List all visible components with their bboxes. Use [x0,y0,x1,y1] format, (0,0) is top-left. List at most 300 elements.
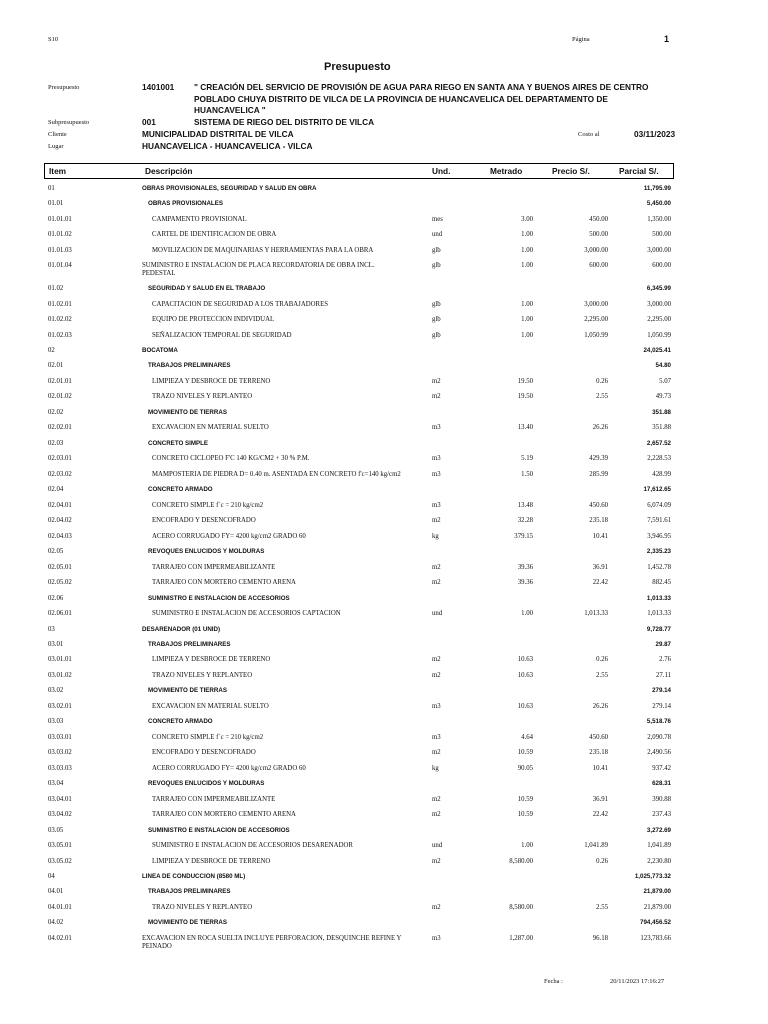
item-precio: 3,000.00 [584,300,608,308]
item-precio: 2.55 [596,393,608,400]
lugar-label: Lugar [48,143,64,150]
table-row [0,360,768,376]
item-metrado: 13.48 [517,501,533,509]
item-description: CAMPAMENTO PROVISIONAL [152,215,247,223]
item-code: 03 [48,625,55,633]
item-metrado: 1.00 [521,316,533,323]
item-parcial: 279.14 [652,687,671,694]
table-row [0,198,768,214]
item-code: 02 [48,347,55,354]
item-precio: 3,000.00 [584,246,608,254]
item-code: 03.05.02 [48,857,72,865]
table-row [0,469,768,485]
col-precio: Precio S/. [552,166,590,176]
item-description: TRABAJOS PRELIMINARES [148,640,231,648]
item-description: SUMINISTRO E INSTALACION DE ACCESORIOS DESARENADOR [152,842,353,849]
item-metrado: 19.50 [517,377,533,385]
item-parcial: 2,230.80 [647,857,671,865]
item-description: MOVIMIENTO DE TIERRAS [148,408,227,416]
item-metrado: 10.59 [517,795,533,803]
item-unit: m2 [432,656,441,663]
item-description: ACERO CORRUGADO FY= 4200 kg/cm2 GRADO 60 [152,764,306,772]
item-precio: 235.18 [589,749,608,756]
table-row [0,453,768,469]
item-unit: und [432,610,443,617]
item-unit: und [432,231,443,238]
item-precio: 0.26 [596,377,608,385]
item-precio: 1,013.33 [584,610,608,617]
table-row [0,654,768,670]
table-row [0,902,768,918]
item-precio: 36.91 [592,795,608,803]
item-parcial: 1,013.33 [647,610,671,617]
item-description: SUMINISTRO E INSTALACION DE ACCESORIOS CAPTACION [152,610,341,617]
costo-label: Costo al [578,131,600,138]
table-row [0,608,768,624]
item-metrado: 10.59 [517,749,533,756]
item-unit: m2 [432,579,441,586]
item-metrado: 1.00 [521,300,533,308]
item-precio: 2,295.00 [584,316,608,323]
item-parcial: 628.31 [652,780,671,787]
item-code: 03.04.02 [48,811,72,818]
item-code: 02.04.03 [48,532,72,540]
item-metrado: 8,580.00 [509,903,533,911]
col-descripcion: Descripción [145,166,193,176]
item-description: BOCATOMA [142,347,178,354]
item-description: TRAZO NIVELES Y REPLANTEO [152,903,253,911]
item-code: 03.01.02 [48,671,72,679]
item-metrado: 10.63 [517,702,533,710]
col-metrado: Metrado [490,166,523,176]
table-row [0,593,768,609]
item-precio: 450.60 [589,501,608,509]
item-unit: glb [432,246,441,254]
item-parcial: 3,272.69 [646,826,671,834]
item-description: TRABAJOS PRELIMINARES [148,362,231,369]
item-precio: 26.26 [592,702,608,710]
item-description: SUMINISTRO E INSTALACION DE ACCESORIOS [148,826,290,834]
item-code: 03.01 [48,640,64,648]
software-code: S10 [48,36,59,43]
item-description: SUMINISTRO E INSTALACION DE ACCESORIOS [148,594,290,602]
item-parcial: 600.00 [652,262,671,269]
item-code: 02.05.01 [48,563,72,571]
item-unit: m2 [432,563,441,571]
item-code: 04.01 [48,888,64,895]
item-parcial: 390.88 [652,795,671,803]
item-description: MOVILIZACION DE MAQUINARIAS Y HERRAMIENTAS PARA LA OBRA [152,246,374,254]
item-precio: 2.55 [596,903,608,911]
item-description: LINEA DE CONDUCCION (8580 ML) [142,873,246,880]
item-parcial: 54.80 [655,362,671,369]
item-metrado: 4.64 [521,733,533,741]
costo-date: 03/11/2023 [634,129,676,139]
item-description: OBRAS PROVISIONALES, SEGURIDAD Y SALUD EN OBRA [142,185,317,192]
item-description: TARRAJEO CON MORTERO CEMENTO ARENA [152,579,296,586]
item-precio: 1,041.89 [584,842,608,849]
item-code: 02.03.01 [48,455,72,462]
item-metrado: 10.59 [517,811,533,818]
table-row [0,825,768,841]
item-description: CONCRETO ARMADO [148,718,213,725]
item-parcial: 351.88 [652,424,671,431]
item-code: 03.04 [48,780,64,787]
item-parcial: 1,041.89 [647,842,671,849]
item-precio: 0.26 [596,656,608,663]
item-code: 01 [48,185,55,192]
item-parcial: 2,335.23 [646,548,671,555]
item-code: 03.05 [48,826,64,834]
item-parcial: 500.00 [652,231,671,238]
item-parcial: 882.45 [652,579,671,586]
item-code: 03.03.02 [48,749,72,756]
item-metrado: 1.00 [521,610,533,617]
item-metrado: 10.63 [517,671,533,679]
item-precio: 10.41 [592,764,608,772]
item-parcial: 6,074.09 [647,501,671,509]
col-parcial: Parcial S/. [619,166,659,176]
presupuesto-code: 1401001 [142,82,175,92]
item-code: 01.02.02 [48,316,72,323]
item-precio: 2.55 [596,671,608,679]
item-metrado: 1.00 [521,331,533,339]
item-parcial: 2,090.78 [647,733,671,741]
item-description: CONCRETO SIMPLE f´c = 210 kg/cm2 [152,733,264,741]
item-parcial: 279.14 [652,702,671,710]
item-description: CONCRETO SIMPLE [148,439,209,447]
item-unit: m3 [432,501,441,509]
item-description: CAPACITACION DE SEGURIDAD A LOS TRABAJADORES [152,300,329,308]
item-parcial: 6,345.99 [646,285,671,292]
subpresupuesto-code: 001 [142,117,156,127]
item-code: 02.01 [48,362,64,369]
item-parcial: 1,025,773.32 [634,873,671,880]
item-description: REVOQUES ENLUCIDOS Y MOLDURAS [148,548,265,555]
fecha-value: 20/11/2023 17:16:27 [610,978,665,985]
item-parcial: 5,450.00 [646,200,671,207]
item-parcial: 1,050.99 [647,331,671,339]
item-metrado: 1.00 [521,262,533,269]
item-unit: m3 [432,934,441,942]
item-code: 01.01 [48,200,64,207]
table-row [0,840,768,856]
item-parcial: 27.11 [655,671,671,679]
item-unit: m3 [432,733,441,741]
item-description: CARTEL DE IDENTIFICACION DE OBRA [152,231,277,238]
item-code: 01.02.03 [48,331,72,339]
item-parcial: 49.73 [655,393,671,400]
item-description: TARRAJEO CON IMPERMEABILIZANTE [152,795,276,803]
item-code: 04.01.01 [48,903,72,911]
item-precio: 0.26 [596,857,608,865]
item-parcial: 123,783.66 [640,934,671,942]
table-row [0,391,768,407]
item-parcial: 24,025.41 [643,347,671,354]
item-precio: 22.42 [592,811,608,818]
table-row [0,376,768,392]
item-code: 02.05.02 [48,579,72,586]
item-precio: 450.60 [589,733,608,741]
item-description: DESARENADOR (01 UNID) [142,625,221,633]
item-description: ENCOFRADO Y DESENCOFRADO [152,749,256,756]
table-row [0,732,768,748]
table-row [0,670,768,686]
item-precio: 600.00 [589,262,608,269]
table-row [0,917,768,933]
item-metrado: 39.36 [517,563,533,571]
item-unit: mes [432,215,443,223]
table-row [0,933,768,956]
item-description: CONCRETO SIMPLE f´c = 210 kg/cm2 [152,501,264,509]
table-row [0,716,768,732]
item-code: 01.01.02 [48,231,72,238]
table-row [0,856,768,872]
item-unit: m3 [432,702,441,710]
table-row [0,778,768,794]
item-parcial: 5.07 [659,377,671,385]
item-description: TRABAJOS PRELIMINARES [148,888,231,895]
table-row [0,639,768,655]
item-description: EXCAVACION EN MATERIAL SUELTO [152,424,269,431]
page-label: Página [572,36,590,43]
item-code: 03.04.01 [48,795,72,803]
item-code: 04.02.01 [48,934,72,942]
item-code: 02.03.02 [48,470,72,478]
item-code: 02.04 [48,486,64,493]
item-precio: 500.00 [589,231,608,238]
item-unit: m2 [432,795,441,803]
item-metrado: 1.50 [521,470,533,478]
item-parcial: 17,612.65 [643,486,671,493]
item-metrado: 8,580.00 [509,857,533,865]
item-parcial: 21,879.00 [643,888,671,895]
table-row [0,763,768,779]
item-code: 02.06 [48,594,64,602]
item-description: MOVIMIENTO DE TIERRAS [148,919,227,926]
table-row [0,283,768,299]
table-row [0,562,768,578]
item-unit: glb [432,316,441,323]
item-metrado: 379.15 [514,532,533,540]
item-unit: m3 [432,424,441,431]
item-precio: 450.00 [589,215,608,223]
item-code: 03.03.01 [48,733,72,741]
item-unit: glb [432,300,441,308]
item-description: TARRAJEO CON MORTERO CEMENTO ARENA [152,811,296,818]
table-row [0,330,768,346]
table-row [0,245,768,261]
item-description: ENCOFRADO Y DESENCOFRADO [152,517,256,524]
item-code: 03.03.03 [48,764,72,772]
table-row [0,531,768,547]
table-row [0,685,768,701]
item-unit: glb [432,331,441,339]
table-row [0,809,768,825]
item-unit: kg [432,764,439,772]
col-und: Und. [432,166,451,176]
table-row [0,871,768,886]
page-title: Presupuesto [324,61,391,73]
item-metrado: 19.50 [517,393,533,400]
item-precio: 26.26 [592,424,608,431]
item-description: REVOQUES ENLUCIDOS Y MOLDURAS [148,780,265,787]
item-metrado: 13.40 [517,424,533,431]
table-row [0,314,768,330]
presupuesto-desc-line3: HUANCAVELICA " [194,105,266,115]
item-parcial: 2,657.52 [646,439,671,447]
table-row [0,747,768,763]
item-parcial: 9,728.77 [646,625,671,633]
subpresupuesto-label: Subpresupuesto [48,119,90,126]
item-metrado: 5.19 [521,455,533,462]
table-row [0,500,768,516]
item-precio: 96.18 [592,934,608,942]
item-precio: 235.18 [589,517,608,524]
table-row [0,229,768,245]
table-row [0,345,768,360]
subpresupuesto-desc: SISTEMA DE RIEGO DEL DISTRITO DE VILCA [194,117,375,127]
table-row [0,794,768,810]
table-row [0,624,768,639]
item-description: TRAZO NIVELES Y REPLANTEO [152,393,253,400]
cliente-value: MUNICIPALIDAD DISTRITAL DE VILCA [142,129,294,139]
item-description: TARRAJEO CON IMPERMEABILIZANTE [152,563,276,571]
item-parcial: 3,000.00 [647,246,671,254]
item-metrado: 10.63 [517,656,533,663]
item-code: 03.05.01 [48,842,72,849]
item-parcial: 2,228.53 [647,455,671,462]
item-unit: m2 [432,377,441,385]
item-code: 04 [48,873,55,880]
item-code: 02.04.01 [48,501,72,509]
fecha-label: Fecha : [544,978,563,985]
item-parcial: 2,490.56 [647,749,671,756]
item-code: 01.02 [48,285,64,292]
item-parcial: 1,013.33 [646,594,671,602]
item-description: SEGURIDAD Y SALUD EN EL TRABAJO [148,285,266,292]
item-unit: m2 [432,393,441,400]
table-row [0,183,768,198]
item-unit: m2 [432,671,441,679]
item-precio: 285.99 [589,470,608,478]
item-parcial: 21,879.00 [643,903,671,911]
item-parcial: 29.87 [655,640,671,648]
item-code: 02.01.01 [48,377,72,385]
item-parcial: 794,456.52 [640,919,671,926]
item-description: SUMINISTRO E INSTALACION DE PLACA RECORDATORIA DE OBRA INCL. PEDESTAL [142,262,375,277]
item-parcial: 237.43 [652,811,671,818]
item-metrado: 39.36 [517,579,533,586]
item-metrado: 1.00 [521,231,533,238]
item-code: 03.01.01 [48,656,72,663]
item-parcial: 1,350.00 [647,215,671,223]
item-code: 02.02.01 [48,424,72,431]
item-description: TRAZO NIVELES Y REPLANTEO [152,671,253,679]
item-unit: m3 [432,455,441,462]
table-row [0,546,768,562]
table-row [0,701,768,717]
item-parcial: 2,295.00 [647,316,671,323]
item-metrado: 90.05 [517,764,533,772]
table-row [0,407,768,423]
item-unit: m2 [432,749,441,756]
item-metrado: 3.00 [521,215,533,223]
item-precio: 22.42 [592,579,608,586]
item-description: MAMPOSTERIA DE PIEDRA D= 0.40 m. ASENTADA EN CONCRETO f'c=140 kg/cm2 [152,470,401,478]
item-description: ACERO CORRUGADO FY= 4200 kg/cm2 GRADO 60 [152,532,306,540]
item-code: 01.01.04 [48,262,72,269]
item-code: 02.05 [48,548,64,555]
item-metrado: 1,287.00 [509,934,533,942]
item-parcial: 428.99 [652,470,671,478]
item-metrado: 1.00 [521,842,533,849]
item-parcial: 2.76 [659,656,671,663]
item-code: 02.03 [48,439,64,447]
item-unit: m2 [432,811,441,818]
item-description: EXCAVACION EN MATERIAL SUELTO [152,702,269,710]
item-description: CONCRETO CICLOPEO F'C 140 KG/CM2 + 30 % P.M. [152,455,310,462]
item-precio: 10.41 [592,532,608,540]
item-precio: 429.39 [589,455,608,462]
table-row [0,515,768,531]
cliente-label: Cliente [48,131,67,138]
item-precio: 1,050.99 [584,331,608,339]
table-row [0,422,768,438]
item-unit: kg [432,532,439,540]
item-parcial: 3,000.00 [647,300,671,308]
col-item: Item [49,166,67,176]
item-unit: m3 [432,470,441,478]
item-parcial: 11,795.99 [643,185,671,192]
item-description: SEÑALIZACION TEMPORAL DE SEGURIDAD [152,331,292,339]
item-parcial: 1,452.78 [647,563,671,571]
item-description: MOVIMIENTO DE TIERRAS [148,687,227,694]
presupuesto-label: Presupuesto [48,84,80,91]
item-code: 01.01.01 [48,215,72,223]
table-header [44,163,674,179]
page-number: 1 [664,34,670,44]
table-row [0,886,768,902]
item-unit: und [432,842,443,849]
table-row [0,260,768,283]
presupuesto-desc-line2: POBLADO CHUYA DISTRITO DE VILCA DE LA PROVINCIA DE HUANCAVELICA DEL DEPARTAMENTO DE [194,94,608,104]
table-row [0,577,768,593]
table-row [0,214,768,230]
item-metrado: 32.28 [517,517,533,524]
item-code: 03.02.01 [48,702,72,710]
item-description: EXCAVACION EN ROCA SUELTA INCLUYE PERFORACION, DESQUINCHE REFINE Y PEINADO [142,934,402,950]
item-parcial: 7,591.61 [647,517,671,524]
item-description: CONCRETO ARMADO [148,486,213,493]
item-unit: m2 [432,903,441,911]
item-unit: m2 [432,857,441,865]
item-code: 02.02 [48,408,64,416]
item-code: 04.02 [48,919,64,926]
item-description: EQUIPO DE PROTECCION INDIVIDUAL [152,316,275,323]
item-unit: m2 [432,517,441,524]
item-description: LIMPIEZA Y DESBROCE DE TERRENO [152,857,271,865]
table-row [0,299,768,315]
item-metrado: 1.00 [521,246,533,254]
item-code: 03.02 [48,687,64,694]
item-parcial: 351.88 [652,408,671,416]
item-parcial: 937.42 [652,764,671,772]
item-code: 03.03 [48,718,64,725]
item-parcial: 5,518.76 [646,718,671,725]
item-code: 02.01.02 [48,393,72,400]
table-row [0,484,768,500]
